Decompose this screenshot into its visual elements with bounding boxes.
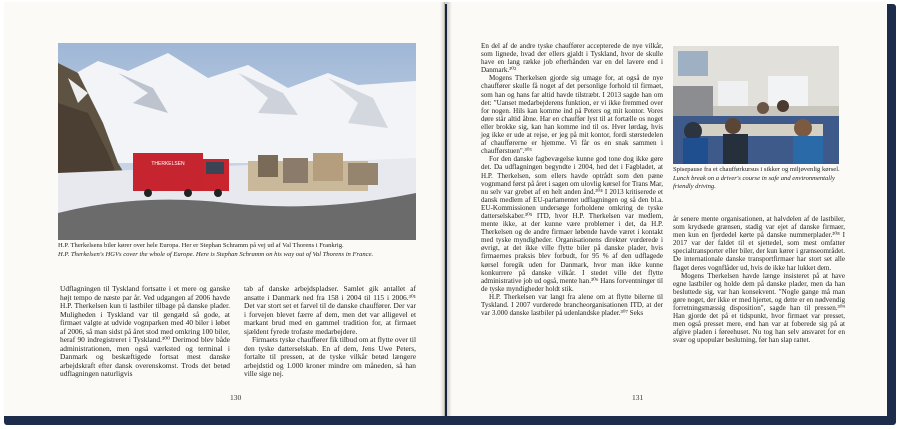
lunch-break-photo bbox=[673, 46, 839, 164]
photo-caption-left bbox=[58, 242, 416, 259]
caption-english: H.P. Therkelsen's HGVs cover the whole of Europe. Here is Stephan Schramm on his way out of Val Thorens in France. bbox=[58, 250, 374, 258]
photo-caption-right bbox=[673, 166, 843, 192]
page-number-left: 130 bbox=[230, 393, 242, 402]
page-number-right: 131 bbox=[632, 393, 644, 402]
paragraph: år senere mente organisationen, at halvdelen af de lastbiler, som krydsede grænsen, stadig var ejet af danske firmaer, men kun en fjerdedel kørte på danske nummerplader.³⁰⁸ I 2017 var der faldet til et sjettedel, som mest omfatter specialtransporter eller biler, der kun kører i grænseområdet. De internationale danske transportfirmaer har stort set alle flaget deres vognflåder ud, hvis de ikke har lukket dem. bbox=[673, 215, 845, 272]
alpine-truck-photo bbox=[58, 43, 416, 240]
paragraph: Mogens Therkelsen gjorde sig umage for, at også de nye chauffører skulle få noget af det personlige forhold til firmaet, som han og hans far altid havde tilstræbt. I 2013 sagde han om det: "Uanset medarbejderens funktion, er vi ikke fremmed over for nogen. Hils kan komme ind på Peters og mit kontor. Vores døre står altid åbne. Har en chauffør lyst til at fortælle os noget eller brokke sig, kan han komme ind til os. Hver lørdag, hvis jeg ikke er ude at rejse, er jeg på mit kontor, fordi størstedelen af chaufførerne er hjemme. Vi får os en snak sammen i chaufførstuen".³⁰³ bbox=[481, 74, 663, 156]
mountain-road-image bbox=[58, 43, 416, 240]
paragraph: For den danske fagbevægelse kunne god tone dog ikke gøre det. Da udflagningen begyndte i 2004, hed det i Fagbladet, at H.P. Therkelsen, som ellers havde optrådt som den pæne vognmand først på året i sagen om ulovlig kørsel for Trans Mar, nu selv var grebet af en helt anden ånd.³⁰⁴ I 2013 kritiserede et dansk medlem af EU-parlamentet udflagningen og så den bl.a. EU-Kommissionen undersøge forholdene omkring de tyske datterselskaber.³⁰⁵ ITD, hvor H.P. Therkelsen var medlem, mente ikke, at der kunne være problemer i det, da H.P. Therkelsen og de andre firmaer løbende havde været i kontakt med tyske myndigheder. Organisationens direktør vurderede i øvrigt, at det ikke ville flytte biler på danske plader, hvis firmaernes praksis blev forbudt, for 95 % af den udflagede kørsel foregik uden for Danmark, hvor man ikke kunne konkurrere på danske vilkår. I stedet ville det flytte administrative job ud også, mente han.³⁰⁶ Hans forventninger til de tyske myndigheder holdt stik. bbox=[481, 155, 663, 293]
left-text-column-2 bbox=[244, 285, 416, 379]
left-page bbox=[4, 2, 445, 416]
paragraph: H.P. Therkelsen var langt fra alene om at flytte bilerne til Tyskland. I 2007 vurderede brancheorganisationen ITD, at der var 3.000 danske lastbiler på udenlandske plader.³⁰⁷ Seks bbox=[481, 292, 663, 318]
classroom-image bbox=[673, 46, 839, 164]
left-text-column-1 bbox=[60, 285, 230, 379]
paragraph: Udflagningen til Tyskland fortsatte i et mere og ganske højt tempo de næste par år. Ved udgangen af 2006 havde H.P. Therkelsen kun ti lastbiler tilbage på danske plader. Muligheden i Tyskland var til gengæld så gode, at firmaet valgte at udvide vognparken med 40 biler i løbet af 2006, så man sidst på året stod med omkring 100 biler, heraf 90 indregistreret i Tyskland.³⁰⁰ Derimod blev både administrationen, men også værksted og terminal i Danmark og beskæftigede fortsat mest danske arbejdskraft efter dansk overenskomst. Trods det betød udflagningen naturligvis bbox=[60, 284, 230, 378]
caption-danish: Spisepause fra et chaufførkursus i sikker og miljøvenlig kørsel. bbox=[673, 166, 840, 173]
truck-trailer bbox=[133, 153, 203, 191]
paragraph: tab af danske arbejdspladser. Samlet gik antallet af ansatte i Danmark ned fra 158 i 2004 til 115 i 2006.³⁰¹ Det var stort set et farvel til de danske chauffører. Der var i forvejen blevet færre af dem, men det var alligevel et markant brud med en gammel tradition for, at firmaet sjældent fyrede trofaste medarbejdere. bbox=[244, 284, 416, 336]
paragraph: En del af de andre tyske chauffører accepterede de nye vilkår, som lignede, hvad der ellers gjaldt i Tyskland, hvor de skulle have en lang række job efterhånden var en del lavere end i Danmark.³⁰² bbox=[481, 42, 663, 75]
paragraph: Firmaets tyske chauffører fik tilbud om at flytte over til den tyske datterselskab. En af dem, Jens Uwe Peters, fortalte til pressen, at de tyske vilkår betød længere arbejdstid og 1.000 kroner mindre om måneden, så han ville sige nej. bbox=[244, 335, 416, 378]
caption-english: Lunch break on a driver's course in safe and environmentally friendly driving. bbox=[673, 174, 835, 191]
right-text-column-1 bbox=[481, 42, 663, 317]
paragraph: Mogens Therkelsen havde længe insisteret på at have egne lastbiler og holde dem på danske plader, men da han besluttede sig, var han konsekvent. "Nogle gange må man gøre noget, der ikke er med hjertet, og dette er en nødvendig forretningsmæssig disposition", sagde han til pressen.³⁰⁹ Han gjorde det på et tidspunkt, hvor firmaet var presset, men også presset mere, end han var at foberede sig på at afgive pladen i føreehuset. Nu tog han selv ansvaret for en svær og upopulær beslutning, før han slap rattet. bbox=[673, 271, 845, 345]
right-text-column-2 bbox=[673, 215, 845, 345]
caption-danish: H.P. Therkelsens biler kører over hele Europa. Her er Stephan Schramm på vej ud af Val Thorens i Frankrig. bbox=[58, 242, 344, 249]
truck-logo-text: THERKELSEN bbox=[151, 161, 185, 167]
right-page bbox=[447, 2, 887, 416]
